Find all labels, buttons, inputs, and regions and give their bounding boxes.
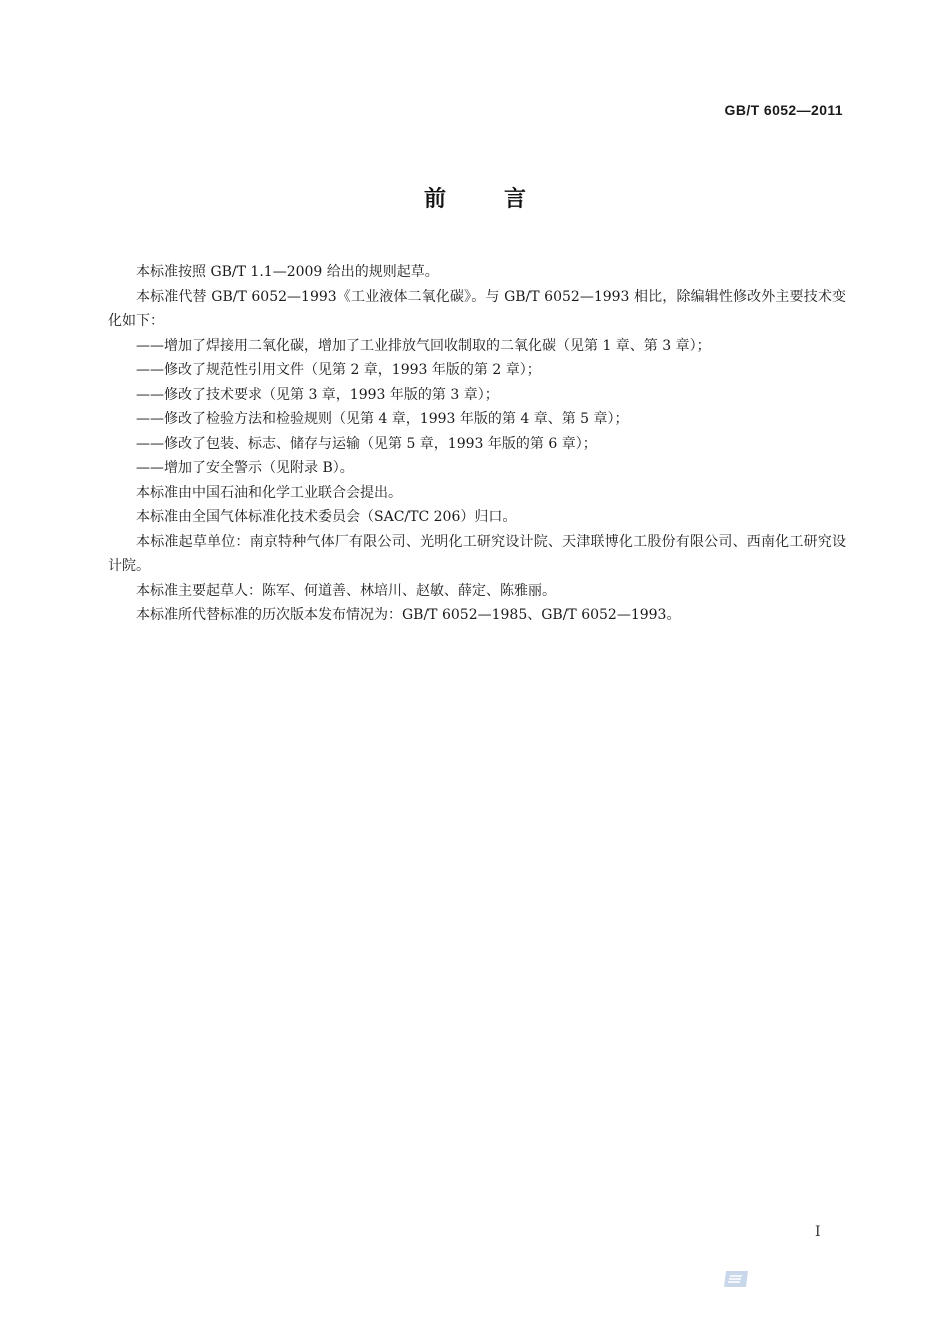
foreword-body (108, 260, 846, 628)
change-item: ——修改了包装、标志、储存与运输（见第 5 章，1993 年版的第 6 章）； (136, 435, 597, 452)
paragraph-committee: 本标准由全国气体标准化技术委员会（SAC/TC 206）归口。 (136, 509, 517, 525)
change-item: ——增加了焊接用二氧化碳，增加了工业排放气回收制取的二氧化碳（见第 1 章、第 3 章）； (136, 337, 711, 354)
paragraph-history: 本标准所代替标准的历次版本发布情况为：GB/T 6052—1985、GB/T 6052—1993。 (136, 607, 681, 623)
paragraph-proposer: 本标准由中国石油和化学工业联合会提出。 (136, 484, 402, 501)
change-item: ——修改了规范性引用文件（见第 2 章，1993 年版的第 2 章）； (136, 362, 541, 378)
change-item: ——修改了技术要求（见第 3 章，1993 年版的第 3 章）； (136, 386, 499, 403)
change-item: ——增加了安全警示（见附录 B）。 (136, 460, 354, 476)
change-item: ——修改了检验方法和检验规则（见第 4 章，1993 年版的第 4 章、第 5 章）； (136, 411, 629, 427)
sac-logo-icon (722, 1268, 750, 1290)
paragraph-drafters: 本标准主要起草人：陈军、何道善、林培川、赵敏、薛定、陈雅丽。 (136, 582, 556, 599)
paragraph-drafting-units: 本标准起草单位：南京特种气体厂有限公司、光明化工研究设计院、天津联博化工股份有限公司、西南化工研究设计院。 (108, 533, 846, 574)
page-number: I (815, 1224, 821, 1240)
standard-number: GB/T 6052—2011 (724, 102, 843, 118)
paragraph-replacement: 本标准代替 GB/T 6052—1993《工业液体二氧化碳》。与 GB/T 6052—1993 相比，除编辑性修改外主要技术变化如下： (108, 288, 846, 329)
page-title: 前言 (423, 187, 584, 212)
paragraph-drafting-rules: 本标准按照 GB/T 1.1—2009 给出的规则起草。 (136, 264, 439, 280)
